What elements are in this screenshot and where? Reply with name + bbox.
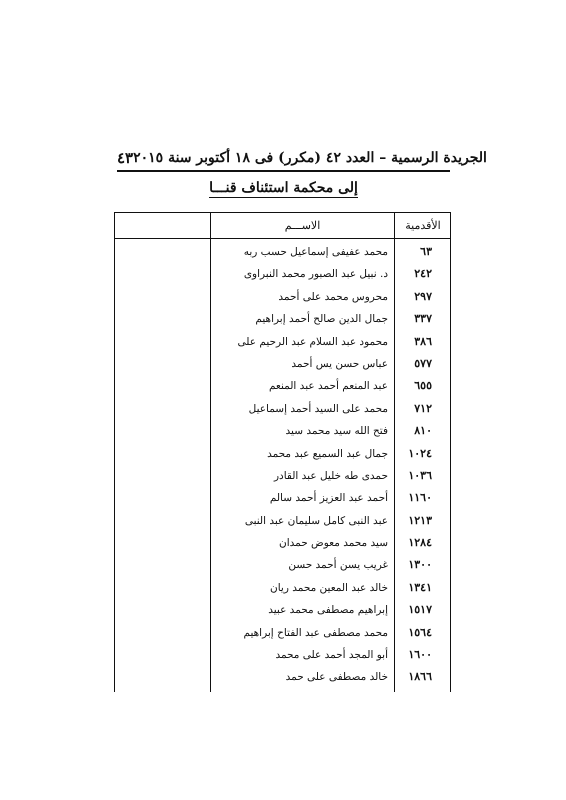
table-body (115, 241, 450, 689)
table-row (115, 241, 450, 263)
row-name: عبد النبى كامل سليمان عبد النبى (244, 514, 388, 527)
table-row (115, 510, 450, 532)
row-name: محمد عفيفى إسماعيل حسب ربه (243, 246, 388, 258)
table-row (115, 375, 450, 397)
page-header (117, 146, 487, 170)
row-seniority: ٢٩٧ (414, 289, 432, 303)
row-name: أحمد عبد العزيز أحمد سالم (269, 492, 388, 505)
row-name: إبراهيم مصطفى محمد عبيد (268, 604, 388, 617)
row-seniority: ٣٣٧ (414, 312, 432, 326)
names-table (114, 212, 451, 692)
row-seniority: ١٢١٣ (408, 513, 432, 527)
row-name: د. نبيل عبد الصبور محمد النبراوى (243, 268, 388, 281)
table-row (115, 420, 450, 442)
column-header-seniority: الأقدمية (405, 219, 441, 232)
header-rule (117, 170, 450, 172)
row-seniority: ١٢٨٤ (408, 536, 432, 550)
table-row (115, 263, 450, 285)
row-name: غريب يسن أحمد حسن (288, 559, 388, 572)
row-name: محمد على السيد أحمد إسماعيل (248, 402, 388, 415)
table-row (115, 666, 450, 688)
row-name: حمدى طه خليل عبد القادر (273, 469, 388, 482)
table-row (115, 353, 450, 375)
row-name: أبو المجد أحمد على محمد (275, 649, 388, 662)
gazette-title: الجريدة الرسمية – العدد ٤٢ (مكرر) فى ١٨ أكتوبر سنة ٢٠١٥ (133, 150, 487, 166)
table-row (115, 532, 450, 554)
table-row (115, 308, 450, 330)
row-name: محمود عبد السلام عبد الرحيم على (237, 335, 388, 348)
section-title-text: إلى محكمة استئناف قنـــا (209, 180, 358, 196)
table-row (115, 331, 450, 353)
table-row (115, 577, 450, 599)
header-divider (115, 238, 450, 239)
row-seniority: ١٥١٧ (408, 603, 432, 617)
table-row (115, 465, 450, 487)
row-name: سيد محمد معوض حمدان (279, 537, 388, 550)
row-seniority: ١٣٤١ (408, 580, 432, 594)
table-row (115, 286, 450, 308)
table-row (115, 398, 450, 420)
row-seniority: ٢٤٢ (414, 267, 432, 281)
row-seniority: ١١٦٠ (408, 491, 432, 505)
row-seniority: ١٠٢٤ (408, 446, 432, 460)
row-name: محمد مصطفى عبد الفتاح إبراهيم (243, 626, 388, 639)
row-seniority: ١٦٠٠ (408, 648, 432, 662)
row-seniority: ٧١٢ (414, 401, 432, 415)
table-row (115, 644, 450, 666)
row-name: عباس حسن يس أحمد (291, 357, 388, 370)
row-seniority: ١٠٣٦ (408, 468, 432, 482)
row-seniority: ١٥٦٤ (408, 625, 432, 639)
table-row (115, 443, 450, 465)
row-seniority: ١٣٠٠ (408, 558, 432, 572)
row-seniority: ٦٥٥ (414, 379, 432, 393)
section-title (117, 180, 450, 196)
row-name: جمال الدين صالح أحمد إبراهيم (255, 313, 388, 326)
table-row (115, 487, 450, 509)
row-name: محروس محمد على أحمد (278, 290, 388, 303)
row-name: خالد عبد المعين محمد ريان (270, 581, 388, 594)
column-header-name: الاســـم (284, 219, 321, 232)
row-name: جمال عبد السميع عبد محمد (267, 447, 388, 460)
table-row (115, 554, 450, 576)
row-seniority: ٦٣ (420, 245, 432, 258)
table-row (115, 622, 450, 644)
row-name: خالد مصطفى على حمد (285, 671, 388, 684)
row-seniority: ٥٧٧ (414, 356, 432, 370)
row-seniority: ١٨٦٦ (408, 670, 432, 684)
row-name: عبد المنعم أحمد عبد المنعم (268, 380, 388, 393)
row-seniority: ٣٨٦ (414, 334, 432, 348)
row-name: فتح الله سيد محمد سيد (285, 425, 388, 438)
page-number: ٤٣ (117, 149, 134, 167)
table-row (115, 599, 450, 621)
row-seniority: ٨١٠ (414, 424, 432, 438)
